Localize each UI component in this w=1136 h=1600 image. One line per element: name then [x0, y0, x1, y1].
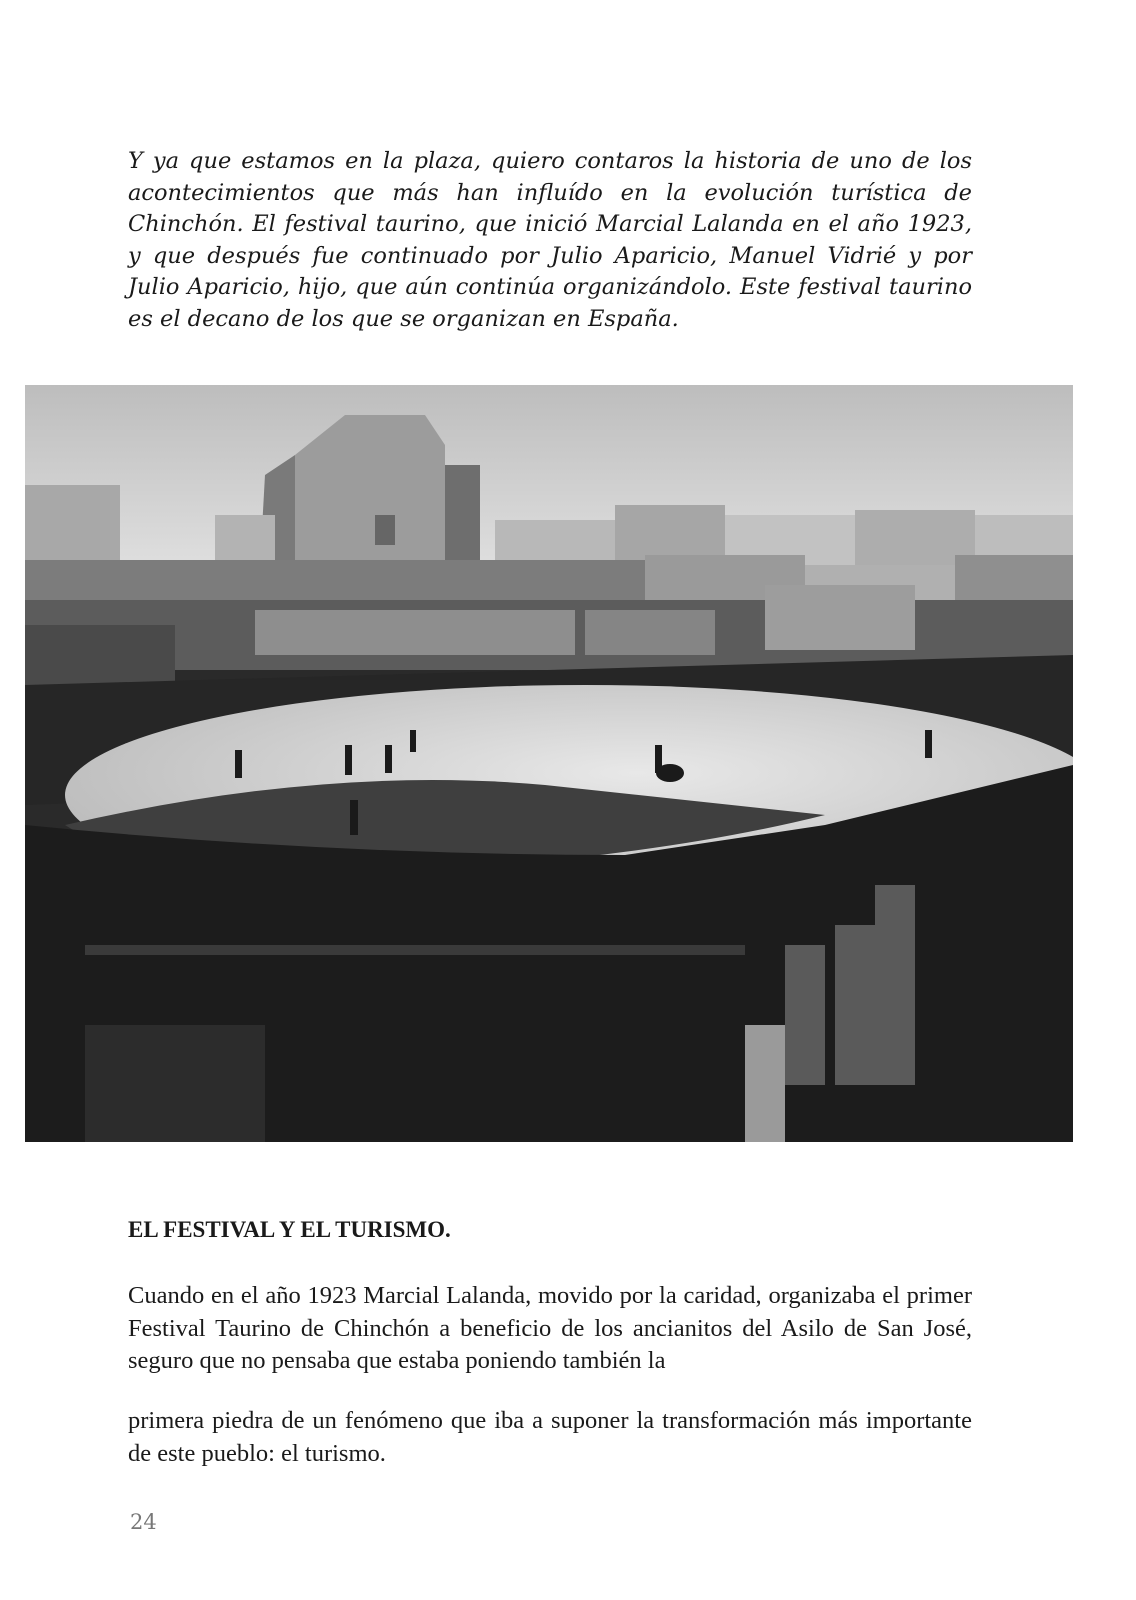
- body-paragraph-1: Cuando en el año 1923 Marcial Lalanda, movido por la caridad, organizaba el primer Festival Taurino de Chinchón a beneficio de los ancianitos del Asilo de San José, seguro que no pensaba que estaba poniendo también la: [128, 1282, 972, 1374]
- page-number: 24: [130, 1510, 157, 1534]
- intro-paragraph: Y ya que estamos en la plaza, quiero contaros la historia de uno de los acontecimientos que más han influído en la evolución turística de Chinchón. El festival taurino, que inició Marcial Lalanda en el año 1923, y que después fue continuado por Julio Aparicio, Manuel Vidrié y por Julio Aparicio, hijo, que aún continúa organizándolo. Este festival taurino es el decano de los que se organizan en España.: [128, 148, 972, 332]
- bullring-photo-illustration: [25, 385, 1073, 1142]
- left-building: [25, 485, 120, 565]
- body-paragraph-2: primera piedra de un fenómeno que iba a suponer la transformación más importante de este pueblo: el turismo.: [128, 1407, 972, 1467]
- hillside-wall: [25, 560, 645, 605]
- fence: [85, 945, 745, 955]
- bullring-photo: [25, 385, 1073, 1142]
- section-heading: EL FESTIVAL Y EL TURISMO.: [128, 1217, 451, 1242]
- crate: [85, 1025, 265, 1142]
